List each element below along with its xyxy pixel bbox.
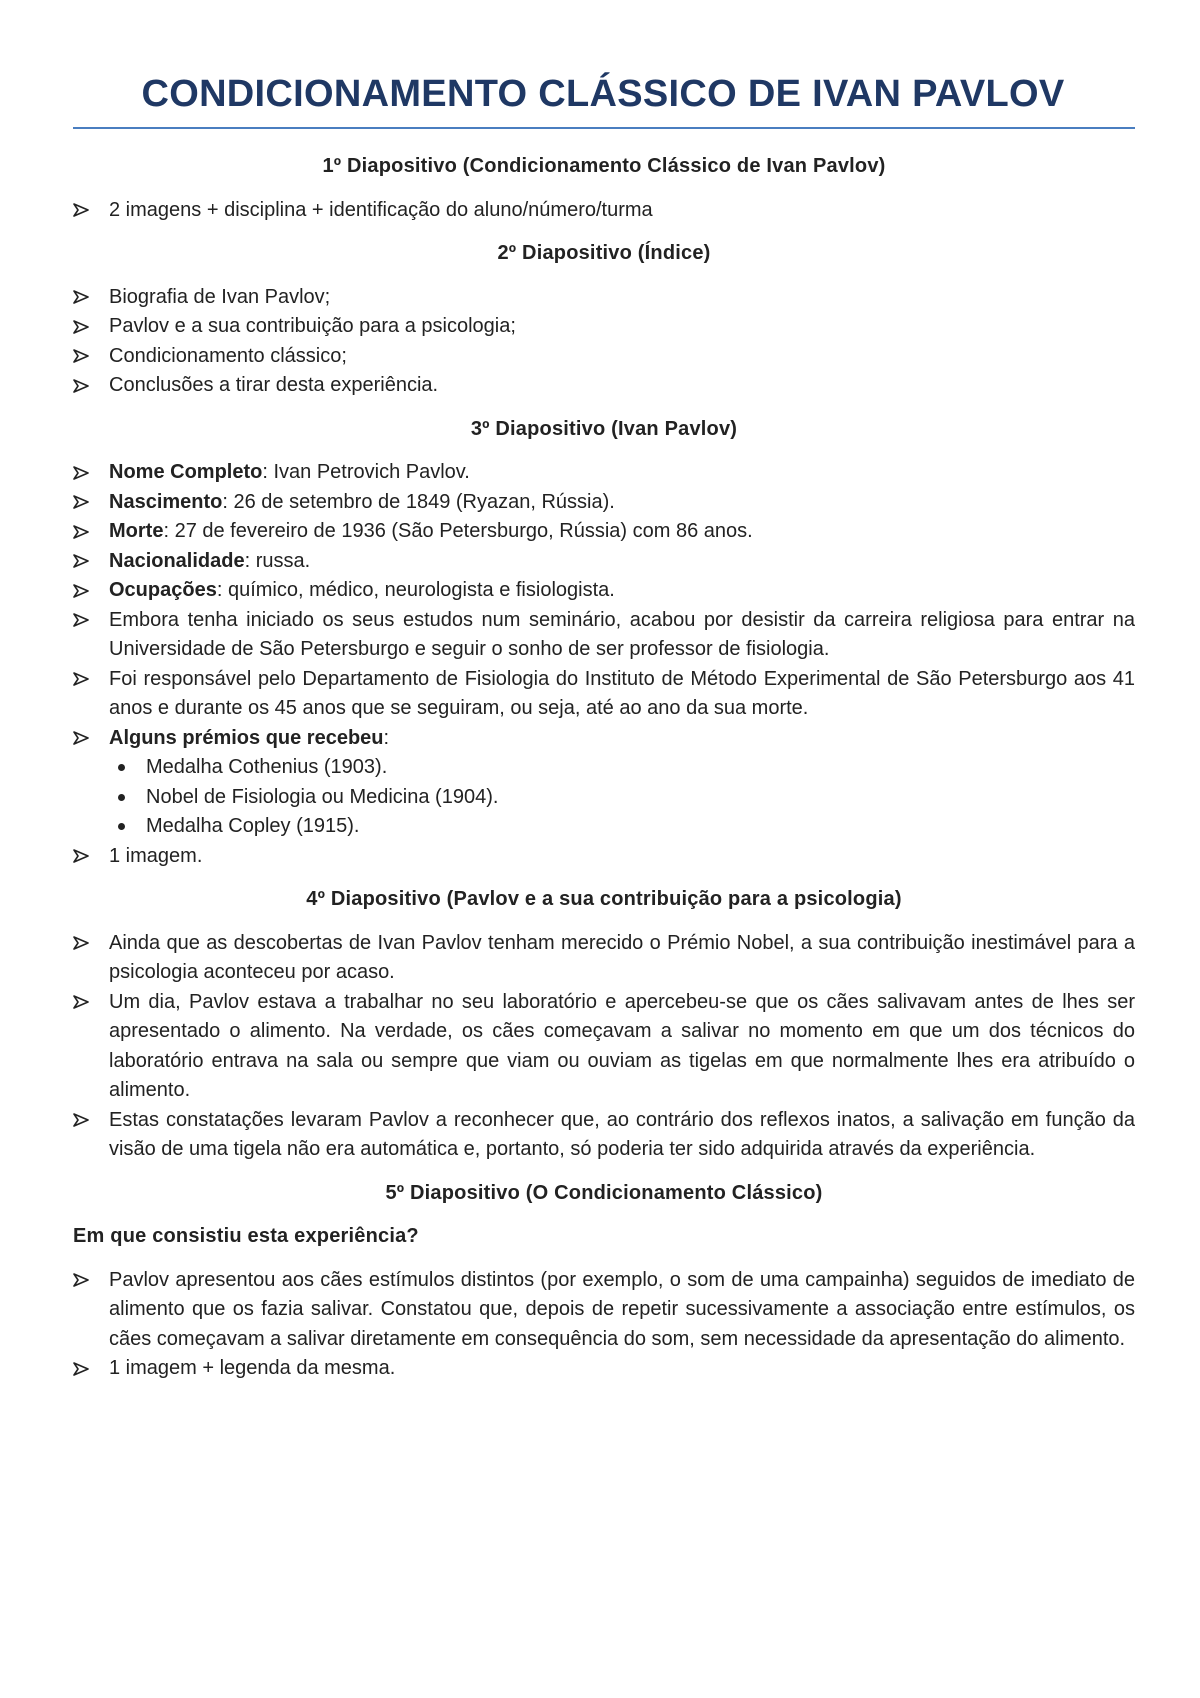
slide-1-list [73, 196, 1135, 226]
arrow-bullet-icon [73, 371, 93, 400]
arrow-bullet-icon [73, 342, 93, 371]
list-item: Pavlov e a sua contribuição para a psicologia; [73, 312, 1135, 342]
arrow-bullet-icon [73, 488, 93, 517]
list-item: Nome Completo: Ivan Petrovich Pavlov. [73, 458, 1135, 488]
list-item: Foi responsável pelo Departamento de Fisiologia do Instituto de Método Experimental de São Petersburgo aos 41 anos e durante os 45 anos que se seguiram, ou seja, até ao ano da sua morte. [73, 665, 1135, 724]
arrow-bullet-icon [73, 196, 93, 225]
slide-2-list [73, 283, 1135, 401]
slide-5-list [73, 1266, 1135, 1384]
list-item: Nascimento: 26 de setembro de 1849 (Ryazan, Rússia). [73, 488, 1135, 518]
document-body [73, 152, 1135, 1384]
field-label: Nome Completo [109, 461, 263, 483]
field-label: Ocupações [109, 579, 217, 601]
arrow-bullet-icon [73, 929, 93, 958]
list-item: Conclusões a tirar desta experiência. [73, 371, 1135, 401]
arrow-bullet-icon [73, 665, 93, 694]
slide-5-subheading: Em que consistiu esta experiência? [73, 1225, 419, 1247]
list-item: 2 imagens + disciplina + identificação do aluno/número/turma [73, 196, 1135, 226]
slide-4-heading: 4º Diapositivo (Pavlov e a sua contribuição para a psicologia) [306, 888, 902, 910]
field-label: Alguns prémios que recebeu [109, 726, 384, 749]
list-item: Pavlov apresentou aos cães estímulos distintos (por exemplo, o som de uma campainha) seguidos de imediato de alimento que os fazia salivar. Constatou que, depois de repetir sucessivamente a associação entre estímulos, os cães começavam a salivar diretamente em consequência do som, sem necessidade da apresentação do alimento. [73, 1266, 1135, 1355]
list-item: Ocupações: químico, médico, neurologista e fisiologista. [73, 576, 1135, 606]
dot-bullet-icon [118, 764, 125, 771]
slide-5-heading: 5º Diapositivo (O Condicionamento Clássico) [385, 1181, 823, 1204]
title-underline [73, 127, 1135, 129]
list-item: Ainda que as descobertas de Ivan Pavlov tenham merecido o Prémio Nobel, a sua contribuição inestimável para a psicologia aconteceu por acaso. [73, 929, 1135, 988]
slide-3-heading: 3º Diapositivo (Ivan Pavlov) [470, 417, 738, 440]
list-item: Morte: 27 de fevereiro de 1936 (São Petersburgo, Rússia) com 86 anos. [73, 517, 1135, 547]
arrow-bullet-icon [73, 988, 93, 1017]
arrow-bullet-icon [73, 547, 93, 576]
arrow-bullet-icon [73, 1354, 93, 1383]
dot-bullet-icon [118, 823, 125, 830]
award-item: Nobel de Fisiologia ou Medicina (1904). [73, 783, 1135, 813]
arrow-bullet-icon [73, 517, 93, 546]
slide-4-list [73, 929, 1135, 1165]
arrow-bullet-icon [73, 458, 93, 487]
arrow-bullet-icon [73, 842, 93, 871]
list-item: 1 imagem + legenda da mesma. [73, 1354, 1135, 1384]
dot-bullet-icon [118, 794, 125, 801]
list-item: Condicionamento clássico; [73, 342, 1135, 372]
arrow-bullet-icon [73, 724, 93, 753]
arrow-bullet-icon [73, 606, 93, 635]
arrow-bullet-icon [73, 312, 93, 341]
list-item: Biografia de Ivan Pavlov; [73, 283, 1135, 313]
list-item: Estas constatações levaram Pavlov a reconhecer que, ao contrário dos reflexos inatos, a salivação em função da visão de uma tigela não era automática e, portanto, só poderia ter sido adquirida através da experiência. [73, 1106, 1135, 1165]
awards-list [73, 753, 1135, 842]
list-item: Nacionalidade: russa. [73, 547, 1135, 577]
arrow-bullet-icon [73, 576, 93, 605]
field-label: Morte [109, 520, 164, 542]
document-title: CONDICIONAMENTO CLÁSSICO DE IVAN PAVLOV [141, 73, 1065, 115]
list-item: Embora tenha iniciado os seus estudos num seminário, acabou por desistir da carreira religiosa para entrar na Universidade de São Petersburgo e seguir o sonho de ser professor de fisiologia. [73, 606, 1135, 665]
award-item: Medalha Cothenius (1903). [73, 753, 1135, 783]
arrow-bullet-icon [73, 1266, 93, 1295]
field-label: Nascimento [109, 490, 223, 513]
slide-3-list [73, 458, 1135, 871]
slide-2-heading: 2º Diapositivo (Índice) [497, 242, 711, 264]
arrow-bullet-icon [73, 283, 93, 312]
slide-1-heading: 1º Diapositivo (Condicionamento Clássico de Ivan Pavlov) [322, 155, 886, 177]
arrow-bullet-icon [73, 1106, 93, 1135]
list-item: Um dia, Pavlov estava a trabalhar no seu laboratório e apercebeu-se que os cães salivavam antes de lhes ser apresentado o alimento. Na verdade, os cães começavam a salivar no momento em que um dos técnicos do laboratório entrava na sala ou sempre que viam ou ouviam as tigelas em que normalmente lhes era atribuído o alimento. [73, 988, 1135, 1106]
award-item: Medalha Copley (1915). [73, 812, 1135, 842]
field-label: Nacionalidade [109, 549, 245, 572]
list-item: Alguns prémios que recebeu: Medalha Cothenius (1903). Nobel de Fisiologia ou Medicina (1904). Medalha Copley (1915). [73, 724, 1135, 842]
list-item: 1 imagem. [73, 842, 1135, 872]
